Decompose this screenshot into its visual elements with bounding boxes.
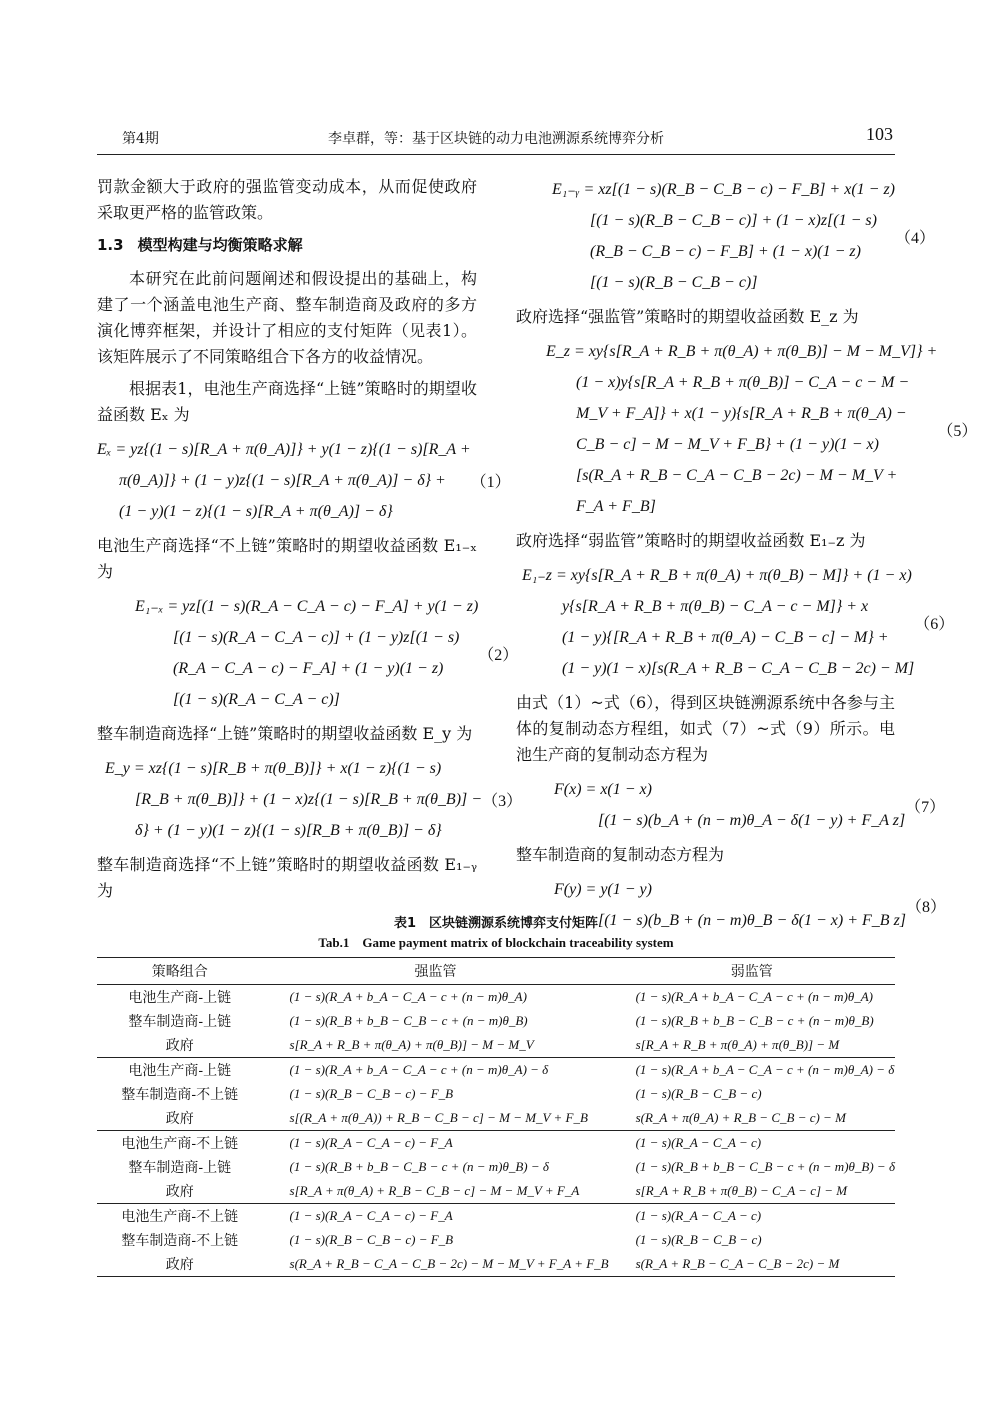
equation-line: [(1 − s)(R_A − C_A − c)] + (1 − y)z[(1 − s) [173, 629, 460, 646]
equation-line: (1 − y)(1 − x)[s(R_A + R_B − C_A − C_B − 2c) − M] [562, 660, 915, 677]
equation-line: C_B − c] − M − M_V + F_B} + (1 − y)(1 − x) [576, 436, 879, 453]
table-header-row [97, 958, 895, 985]
table-row [97, 1033, 895, 1058]
header-rule [97, 154, 895, 155]
paragraph-model-intro: 本研究在此前问题阐述和假设提出的基础上，构建了一个涵盖电池生产商、整车制造商及政府的多方演化博弈框架，并设计了相应的支付矩阵（见表1）。该矩阵展示了不同策略组合下各方的收益情况。 [97, 269, 477, 366]
table-row [97, 1204, 895, 1229]
equation-1 [97, 434, 511, 527]
table-title-cn: 表1 区块链溯源系统博弈支付矩阵 [393, 916, 599, 931]
payoff-strong-cell: s[R_A + π(θ_A) + R_B − C_B − c] − M − M_V + F_A [289, 1183, 580, 1198]
strategy-cell: 政府 [165, 1184, 194, 1200]
equation-4 [516, 174, 936, 298]
equation-line: [(1 − s)(R_B − C_B − c)] [590, 274, 758, 291]
table-row [97, 985, 895, 1010]
payoff-strong-cell: s[R_A + R_B + π(θ_A) + π(θ_B)] − M − M_V [289, 1037, 534, 1052]
equation-line: [(1 − s)(b_A + (n − m)θ_A − δ(1 − y) + F_A z] [598, 812, 906, 829]
table-title-en: Tab.1 Game payment matrix of blockchain traceability system [318, 935, 674, 950]
equation-line: E₁₋ₓ = yz[(1 − s)(R_A − C_A − c) − F_A] + y(1 − z) [135, 598, 479, 615]
table-row [97, 1131, 895, 1156]
issue-number: 第4期 [122, 131, 159, 147]
payoff-weak-cell: (1 − s)(R_A + b_A − C_A − c + (n − m)θ_A) − δ [609, 1058, 895, 1083]
payoff-strong-cell: (1 − s)(R_A + b_A − C_A − c + (n − m)θ_A) [289, 989, 527, 1004]
section-heading [97, 232, 477, 258]
equation-line: E_z = xy{s[R_A + R_B + π(θ_A) + π(θ_B)] − M − M_V]} + [546, 343, 938, 360]
strategy-cell: 整车制造商-不上链 [121, 1233, 239, 1249]
payoff-strong-cell: (1 − s)(R_B + b_B − C_B − c + (n − m)θ_B) − δ [289, 1159, 549, 1174]
equation-number: （5） [937, 422, 978, 440]
equation-3 [97, 753, 523, 846]
payoff-strong-cell: (1 − s)(R_A + b_A − C_A − c + (n − m)θ_A) − δ [263, 1058, 609, 1083]
equation-line: (1 − x)y{s[R_A + R_B + π(θ_B)] − C_A − c − M − [576, 374, 910, 391]
equation-line: y{s[R_A + R_B + π(θ_B) − C_A − c − M]} + x [562, 598, 869, 615]
paragraph-eq4-intro: 整车制造商选择“不上链”策略时的期望收益函数 E₁₋ᵧ 为 [97, 855, 477, 900]
strategy-cell: 电池生产商-上链 [97, 1058, 263, 1083]
payoff-weak-cell: (1 − s)(R_A − C_A − c) [609, 1131, 895, 1156]
table-row [97, 1082, 895, 1106]
payment-matrix-table [97, 957, 895, 1277]
payoff-weak-cell: s(R_A + π(θ_A) + R_B − C_B − c) − M [635, 1110, 846, 1125]
page-number: 103 [866, 124, 893, 144]
payoff-strong-cell: (1 − s)(R_B − C_B − c) − F_B [289, 1232, 454, 1247]
section-number: 1.3 [97, 236, 124, 254]
header-strategy: 策略组合 [97, 958, 263, 985]
equation-number: （6） [914, 615, 955, 633]
strategy-cell: 整车制造商-上链 [128, 1014, 232, 1030]
table-caption [97, 914, 895, 952]
equation-6 [516, 560, 955, 684]
left-column [97, 174, 523, 910]
equation-number: （3） [482, 793, 523, 810]
strategy-cell: 政府 [165, 1038, 194, 1054]
table-row [97, 1009, 895, 1033]
equation-line: [(1 − s)(R_B − C_B − c)] + (1 − x)z[(1 − s) [590, 212, 877, 229]
payoff-strong-cell: (1 − s)(R_B + b_B − C_B − c + (n − m)θ_B) [289, 1013, 528, 1028]
equation-line: δ} + (1 − y)(1 − z){(1 − s)[R_B + π(θ_B)] − δ} [135, 822, 442, 839]
payoff-weak-cell: (1 − s)(R_A − C_A − c) [609, 1204, 895, 1229]
paragraph-eq5-intro: 政府选择“强监管”策略时的期望收益函数 E_z 为 [516, 307, 859, 326]
payoff-weak-cell: (1 − s)(R_A + b_A − C_A − c + (n − m)θ_A) [635, 989, 873, 1004]
table-row [97, 1228, 895, 1252]
equation-line: F(x) = x(1 − x) [554, 781, 652, 798]
strategy-cell: 整车制造商-不上链 [121, 1087, 239, 1103]
payoff-weak-cell: (1 − s)(R_B − C_B − c) [635, 1232, 762, 1247]
equation-line: [s(R_A + R_B − C_A − C_B − 2c) − M − M_V + [576, 467, 898, 484]
table-row [97, 1106, 895, 1131]
equation-line: (R_B − C_B − c) − F_B] + (1 − x)(1 − z) [590, 243, 861, 260]
paragraph-eq3-intro: 整车制造商选择“上链”策略时的期望收益函数 E_y 为 [97, 724, 473, 743]
header-weak-regulation: 弱监管 [609, 958, 895, 985]
payoff-weak-cell: (1 − s)(R_B + b_B − C_B − c + (n − m)θ_B) − δ [635, 1159, 895, 1174]
payoff-weak-cell: (1 − s)(R_B − C_B − c) [635, 1086, 762, 1101]
equation-line: Eₓ = yz{(1 − s)[R_A + π(θ_A)]} + y(1 − z){(1 − s)[R_A + [97, 441, 471, 458]
equation-number: （4） [895, 229, 936, 247]
equation-number: （2） [478, 646, 519, 664]
payoff-weak-cell: s[R_A + R_B + π(θ_B) − C_A − c] − M [635, 1183, 848, 1198]
payoff-strong-cell: s[(R_A + π(θ_A)) + R_B − C_B − c] − M − M_V + F_B [289, 1110, 588, 1125]
equation-number: （7） [905, 798, 946, 816]
strategy-cell: 政府 [97, 1252, 263, 1277]
paragraph-eq1-intro: 根据表1，电池生产商选择“上链”策略时的期望收益函数 Eₓ 为 [97, 379, 477, 424]
section-title: 模型构建与均衡策略求解 [137, 236, 303, 254]
equation-line: M_V + F_A]} + x(1 − y){s[R_A + R_B + π(θ_A) − [576, 405, 907, 422]
equation-line: E₁₋ᵧ = xz[(1 − s)(R_B − C_B − c) − F_B] + x(1 − z) [552, 181, 895, 198]
running-title: 李卓群，等：基于区块链的动力电池溯源系统博弈分析 [328, 131, 664, 147]
paragraph-eq6-intro: 政府选择“弱监管”策略时的期望收益函数 E₁₋z 为 [516, 531, 866, 550]
paragraph-eq8-intro: 整车制造商的复制动态方程为 [516, 845, 725, 864]
equation-line: [(1 − s)(R_A − C_A − c)] [173, 691, 340, 708]
table-row [97, 1252, 895, 1277]
payoff-strong-cell: (1 − s)(R_A − C_A − c) − F_A [263, 1204, 609, 1229]
payoff-weak-cell: s[R_A + R_B + π(θ_A) + π(θ_B)] − M [635, 1037, 840, 1052]
strategy-cell: 电池生产商-上链 [128, 990, 232, 1006]
strategy-cell: 电池生产商-不上链 [97, 1204, 263, 1229]
equation-line: (1 − y){[R_A + R_B + π(θ_A) − C_B − c] − M} + [562, 629, 889, 646]
table-row [97, 1058, 895, 1083]
equation-5 [516, 336, 978, 522]
equation-number: （8） [906, 898, 947, 916]
equation-number: （1） [470, 474, 511, 491]
equation-line: F(y) = y(1 − y) [554, 881, 652, 898]
running-header [97, 124, 895, 152]
equation-line: π(θ_A)]} + (1 − y)z{(1 − s)[R_A + π(θ_A)] − δ} + [119, 472, 446, 489]
equation-line: [R_B + π(θ_B)]} + (1 − x)z{(1 − s)[R_B + π(θ_B)] − [135, 791, 483, 808]
paragraph-fine-amount: 罚款金额大于政府的强监管变动成本，从而促使政府采取更严格的监管政策。 [97, 177, 477, 222]
equation-line: E_y = xz{(1 − s)[R_B + π(θ_B)]} + x(1 − z){(1 − s) [105, 760, 442, 777]
table-row [97, 1155, 895, 1179]
strategy-cell: 政府 [165, 1111, 194, 1127]
equation-line: (R_A − C_A − c) − F_A] + (1 − y)(1 − z) [173, 660, 444, 677]
payoff-weak-cell: s(R_A + R_B − C_A − C_B − 2c) − M [609, 1252, 895, 1277]
equation-line: E₁₋z = xy{s[R_A + R_B + π(θ_A) + π(θ_B) − M]} + (1 − x) [522, 567, 912, 584]
equation-line: (1 − y)(1 − z){(1 − s)[R_A + π(θ_A)] − δ} [119, 503, 393, 520]
strategy-cell: 整车制造商-上链 [128, 1160, 232, 1176]
equation-line: [(1 − s)(b_B + (n − m)θ_B − δ(1 − x) + F_B z] [598, 912, 907, 929]
payoff-weak-cell: (1 − s)(R_B + b_B − C_B − c + (n − m)θ_B) [635, 1013, 874, 1028]
table-row [97, 1179, 895, 1204]
paragraph-replicator-intro: 由式（1）~式（6），得到区块链溯源系统中各参与主体的复制动态方程组，如式（7）~式（9）所示。电池生产商的复制动态方程为 [516, 693, 895, 764]
equation-line: F_A + F_B] [576, 498, 656, 515]
strategy-cell: 电池生产商-不上链 [97, 1131, 263, 1156]
payoff-strong-cell: s(R_A + R_B − C_A − C_B − 2c) − M − M_V + F_A + F_B [263, 1252, 609, 1277]
right-column [516, 174, 978, 942]
payoff-strong-cell: (1 − s)(R_A − C_A − c) − F_A [263, 1131, 609, 1156]
header-strong-regulation: 强监管 [263, 958, 609, 985]
payoff-strong-cell: (1 − s)(R_B − C_B − c) − F_B [289, 1086, 454, 1101]
equation-2 [97, 591, 519, 715]
equation-7 [516, 774, 946, 836]
paragraph-eq2-intro: 电池生产商选择“不上链”策略时的期望收益函数 E₁₋ₓ 为 [97, 536, 477, 581]
